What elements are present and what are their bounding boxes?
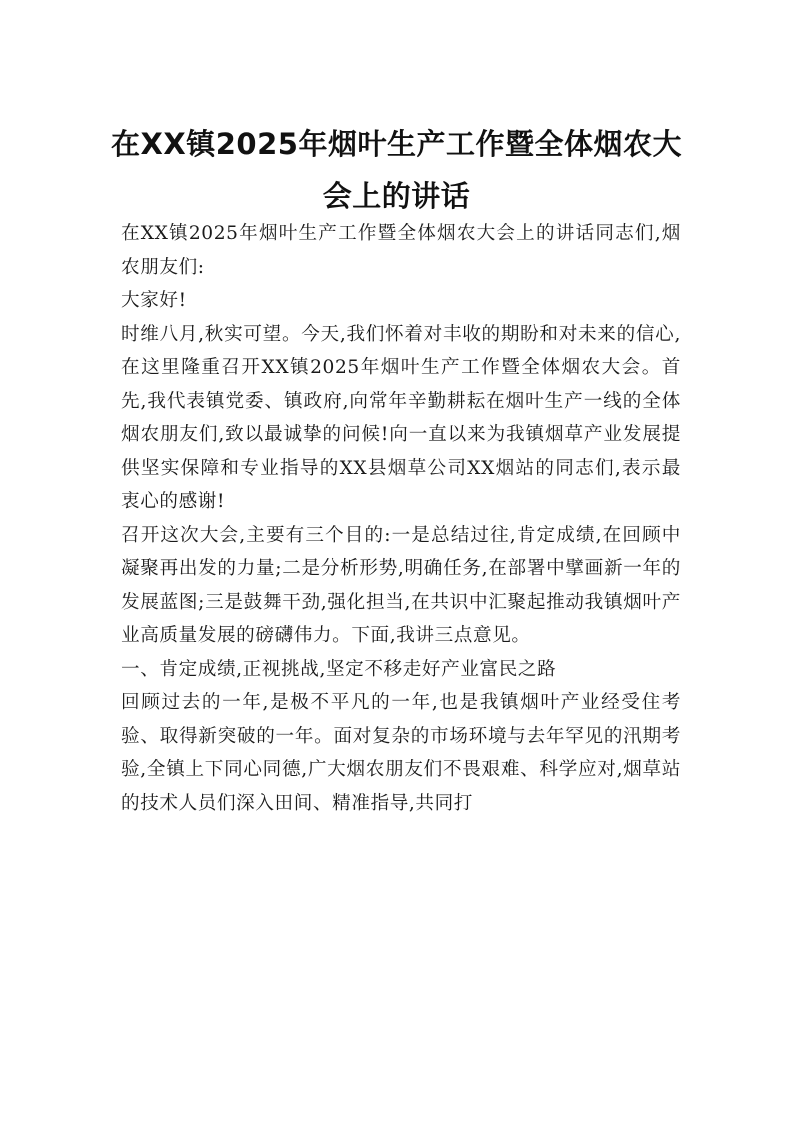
document-body: [121, 217, 681, 820]
paragraph-review: 回顾过去的一年,是极不平凡的一年,也是我镇烟叶产业经受住考验、取得新突破的一年。面对复杂的市场环境与去年罕见的汛期考验,全镇上下同心同德,广大烟农朋友们不畏艰难、科学应对,烟草站的技术人员们深入田间、精准指导,共同打: [121, 692, 681, 814]
paragraph-hello: 大家好!: [121, 290, 187, 311]
paragraph-opening: 时维八月,秋实可望。今天,我们怀着对丰收的期盼和对未来的信心,在这里隆重召开XX镇2025年烟叶生产工作暨全体烟农大会。首先,我代表镇党委、镇政府,向常年辛勤耕耘在烟叶生产一线的全体烟农朋友们,致以最诚挚的问候!向一直以来为我镇烟草产业发展提供坚实保障和专业指导的XX县烟草公司XX烟站的同志们,表示最衷心的感谢!: [121, 323, 681, 512]
document-title: 在XX镇2025年烟叶生产工作暨全体烟农大会上的讲话: [111, 127, 682, 213]
paragraph-purpose: 召开这次大会,主要有三个目的:一是总结过往,肯定成绩,在回顾中凝聚再出发的力量;二是分析形势,明确任务,在部署中擘画新一年的发展蓝图;三是鼓舞干劲,强化担当,在共识中汇聚起推动我镇烟叶产业高质量发展的磅礴伟力。下面,我讲三点意见。: [121, 524, 681, 646]
paragraph-greeting-line: 在XX镇2025年烟叶生产工作暨全体烟农大会上的讲话同志们,烟农朋友们:: [121, 223, 681, 278]
section-heading-one: 一、肯定成绩,正视挑战,坚定不移走好产业富民之路: [121, 658, 557, 680]
